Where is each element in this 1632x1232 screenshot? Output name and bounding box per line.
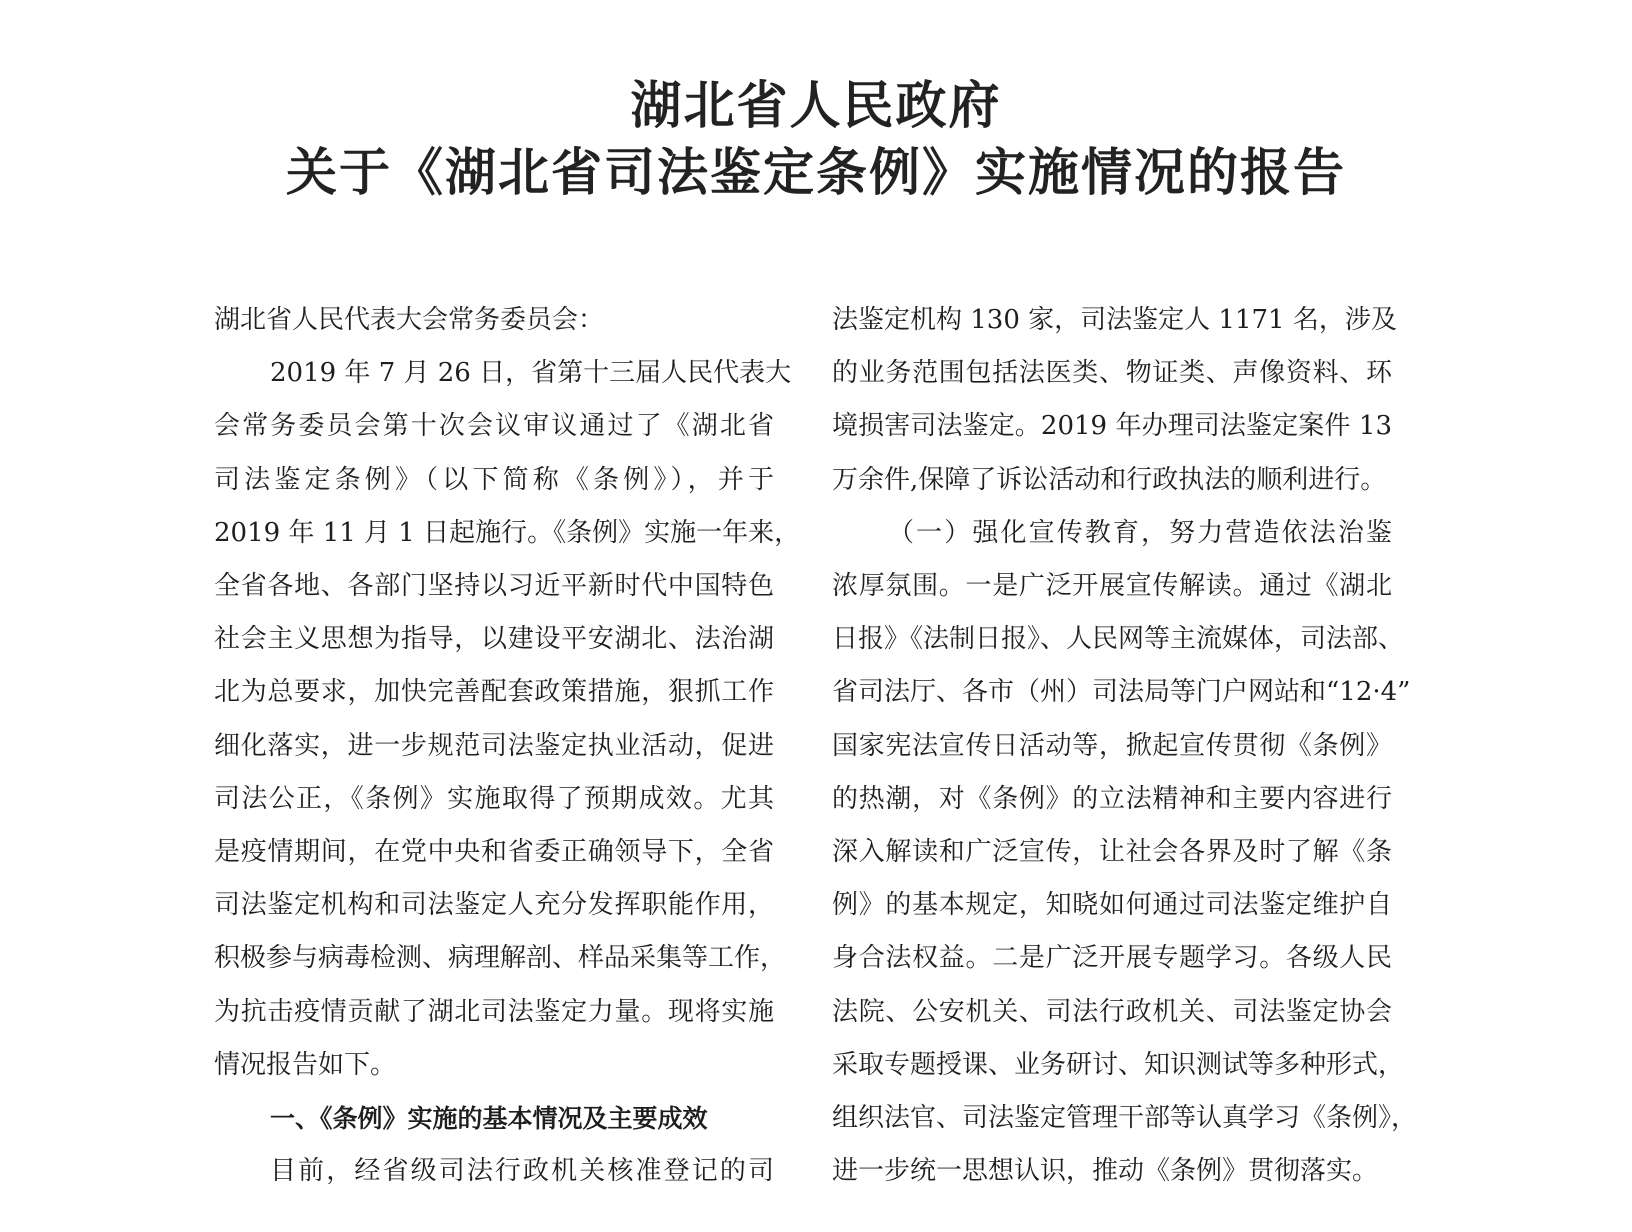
text-line: 司法鉴定机构和司法鉴定人充分发挥职能作用， <box>214 890 774 921</box>
subsection-paragraph <box>832 507 1418 1199</box>
document-title <box>0 78 1632 203</box>
text-line: 2019 年 11 月 1 日起施行。《条例》实施一年来， <box>214 517 801 548</box>
text-line: 积极参与病毒检测、病理解剖、样品采集等工作， <box>214 943 787 974</box>
salutation <box>214 294 774 347</box>
text-line: 国家宪法宣传日活动等，掀起宣传贯彻《条例》 <box>832 730 1392 761</box>
text-line: 为抗击疫情贡献了湖北司法鉴定力量。现将实施 <box>214 996 774 1027</box>
text-line: 会常务委员会第十次会议审议通过了《湖北省 <box>214 411 774 442</box>
text-line: （一）强化宣传教育，努力营造依法治鉴 <box>888 517 1392 548</box>
text-line: 的业务范围包括法医类、物证类、声像资料、环 <box>832 358 1392 389</box>
text-line: 万余件,保障了诉讼活动和行政执法的顺利进行。 <box>832 464 1387 495</box>
left-column <box>214 294 801 1198</box>
text-line: 湖北省人民代表大会常务委员会： <box>214 305 605 335</box>
text-line: 情况报告如下。 <box>214 1049 397 1080</box>
right-column <box>832 294 1418 1198</box>
text-line: 司法公正，《条例》实施取得了预期成效。尤其 <box>214 783 774 814</box>
text-line: 全省各地、各部门坚持以习近平新时代中国特色 <box>214 571 774 602</box>
text-line: 的热潮，对《条例》的立法精神和主要内容进行 <box>832 783 1392 814</box>
text-line: 目前，经省级司法行政机关核准登记的司 <box>270 1156 774 1187</box>
text-line: 例》的基本规定，知晓如何通过司法鉴定维护自 <box>832 890 1392 921</box>
title-line-1: 湖北省人民政府 <box>630 77 1002 136</box>
text-line: 深入解读和广泛宣传，让社会各界及时了解《条 <box>832 837 1392 868</box>
text-line: 身合法权益。二是广泛开展专题学习。各级人民 <box>832 943 1392 974</box>
section-heading-text: 一、《条例》实施的基本情况及主要成效 <box>270 1104 708 1134</box>
section-paragraph <box>214 1145 774 1198</box>
section-heading <box>214 1092 774 1145</box>
section-paragraph-continued <box>832 294 1397 507</box>
text-line: 省司法厅、各市（州）司法局等门户网站和“12·4” <box>832 677 1411 708</box>
title-line-2: 关于《湖北省司法鉴定条例》实施情况的报告 <box>285 144 1346 203</box>
text-line: 境损害司法鉴定。2019 年办理司法鉴定案件 13 <box>832 411 1392 442</box>
text-line: 浓厚氛围。一是广泛开展宣传解读。通过《湖北 <box>832 571 1392 602</box>
text-line: 是疫情期间，在党中央和省委正确领导下，全省 <box>214 837 774 868</box>
text-line: 进一步统一思想认识，推动《条例》贯彻落实。 <box>832 1156 1379 1187</box>
text-line: 2019 年 7 月 26 日，省第十三届人民代表大 <box>270 358 792 389</box>
text-line: 细化落实，进一步规范司法鉴定执业活动，促进 <box>214 730 774 761</box>
text-line: 社会主义思想为指导，以建设平安湖北、法治湖 <box>214 624 774 655</box>
text-line: 日报》《法制日报》、人民网等主流媒体，司法部、 <box>832 624 1405 655</box>
text-line: 司法鉴定条例》（以下简称《条例》），并于 <box>214 464 774 495</box>
text-line: 法院、公安机关、司法行政机关、司法鉴定协会 <box>832 996 1392 1027</box>
text-line: 法鉴定机构 130 家，司法鉴定人 1171 名，涉及 <box>832 305 1397 335</box>
text-line: 组织法官、司法鉴定管理干部等认真学习《条例》， <box>832 1103 1418 1134</box>
text-line: 采取专题授课、业务研讨、知识测试等多种形式， <box>832 1049 1405 1080</box>
intro-paragraph <box>214 347 801 1092</box>
text-line: 北为总要求，加快完善配套政策措施，狠抓工作 <box>214 677 774 708</box>
